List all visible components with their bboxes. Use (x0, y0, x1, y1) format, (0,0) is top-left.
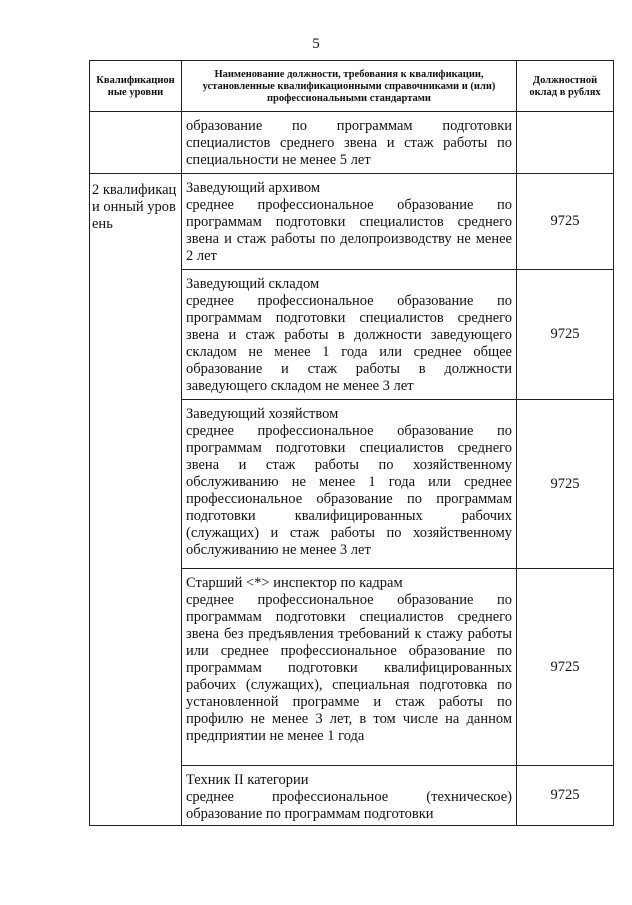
position-title: Техник II категории (186, 772, 309, 788)
position-cell (182, 270, 517, 400)
table-row (90, 174, 614, 270)
qualification-level-cell: 2 квалификаци онный уровень (90, 174, 182, 826)
position-cell (182, 766, 517, 826)
position-requirements: среднее профессиональное образование по программам подготовки специалистов среднего звена и стаж работы в должности заведующего складом не менее 1 года или среднее общее образование и стаж работы в должности заведующего складом не менее 3 лет (186, 293, 512, 394)
page-number: 5 (312, 36, 320, 52)
position-cell (182, 112, 517, 174)
position-requirements: среднее профессиональное (техническое) образование по программам подготовки (186, 789, 512, 822)
position-title: Заведующий хозяйством (186, 406, 339, 422)
level-cell-empty (90, 112, 182, 174)
table-row (90, 112, 614, 174)
position-requirements: образование по программам подготовки специалистов среднего звена и стаж работы по специальности не менее 5 лет (186, 118, 512, 168)
table-header-row (90, 61, 614, 112)
position-title: Заведующий складом (186, 276, 320, 292)
position-title: Старший <*> инспектор по кадрам (186, 575, 403, 591)
salary-cell: 9725 (517, 766, 614, 826)
position-requirements: среднее профессиональное образование по программам подготовки специалистов среднего звена без предъявления требований к стажу работы или среднее профессиональное образование по программам подготовки квалифицированных рабочих (служащих), специальная подготовка по установленной программе и стаж работы по профилю не менее 3 лет, в том числе на данном предприятии не менее 1 года (186, 592, 512, 744)
header-salary: Должностной оклад в рублях (517, 61, 614, 112)
header-qualification-levels: Квалификацион ные уровни (90, 61, 182, 112)
salary-cell (517, 112, 614, 174)
salary-cell: 9725 (517, 270, 614, 400)
position-title: Заведующий архивом (186, 180, 321, 196)
position-cell (182, 174, 517, 270)
salary-cell: 9725 (517, 174, 614, 270)
position-cell (182, 400, 517, 569)
position-requirements: среднее профессиональное образование по программам подготовки специалистов среднего звена и стаж работы по хозяйственному обслуживанию не менее 1 года или среднее профессиональное образование по программам подготовки квалифицированных рабочих (служащих) и стаж работы по хозяйственному обслуживанию не менее 3 лет (186, 423, 512, 558)
salary-cell: 9725 (517, 569, 614, 766)
salary-cell: 9725 (517, 400, 614, 569)
qualification-table (89, 60, 614, 826)
position-cell (182, 569, 517, 766)
position-requirements: среднее профессиональное образование по программам подготовки специалистов среднего звена и стаж работы по делопроизводству не менее 2 лет (186, 197, 512, 264)
header-position-requirements: Наименование должности, требования к квалификации, установленные квалификационными справочниками и (или) профессиональными стандартами (182, 61, 517, 112)
